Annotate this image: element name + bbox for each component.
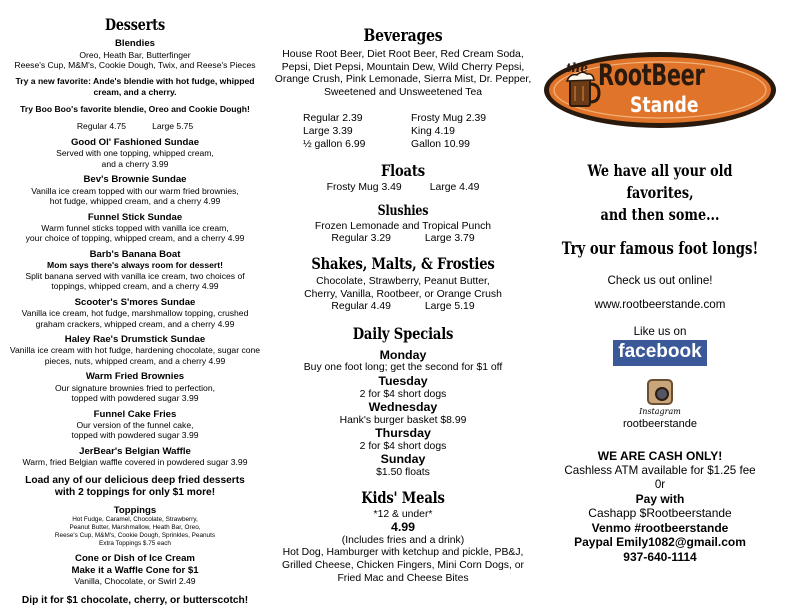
beverage-prices-right bbox=[411, 113, 503, 151]
kids-price: 4.99 bbox=[390, 520, 416, 535]
toppings-title: Toppings bbox=[113, 504, 157, 516]
special-day: Sunday bbox=[380, 452, 426, 467]
dessert-item bbox=[0, 334, 270, 366]
cashapp-handle bbox=[532, 506, 788, 521]
slushies-regular-price: Regular 3.29 bbox=[331, 233, 391, 245]
shakes-line: Chocolate, Strawberry, Peanut Butter, bbox=[316, 275, 490, 287]
floats-title: Floats bbox=[380, 161, 426, 181]
website-link[interactable]: www.rootbeerstande.com bbox=[594, 298, 726, 311]
dessert-item-name: Good Ol' Fashioned Sundae bbox=[70, 136, 200, 148]
cone-title-2: Make it a Waffle Cone for $1 bbox=[71, 564, 199, 576]
kids-title: Kids' Meals bbox=[361, 487, 445, 507]
paypal-handle: Paypal Emily1082@gmail.com bbox=[574, 535, 746, 550]
slushies-prices bbox=[272, 233, 534, 246]
slushies-large-price: Large 3.79 bbox=[424, 233, 475, 245]
shakes-large-price: Large 5.19 bbox=[424, 301, 475, 313]
beverage-price: Gallon 10.99 bbox=[411, 138, 470, 150]
instagram-handle: rootbeerstande bbox=[623, 418, 697, 430]
desserts-title: Desserts bbox=[105, 15, 165, 34]
special-day: Monday bbox=[379, 347, 427, 362]
special-deal: Hank's burger basket $8.99 bbox=[339, 414, 467, 426]
cone-title-1: Cone or Dish of Ice Cream bbox=[75, 553, 195, 565]
instagram-block[interactable] bbox=[532, 379, 788, 431]
special-deal: 2 for $4 short dogs bbox=[359, 440, 447, 452]
phone-number: 937-640-1114 bbox=[623, 549, 697, 564]
dessert-item-name: Scooter's S'mores Sundae bbox=[74, 296, 196, 308]
beverage-prices-left bbox=[303, 113, 411, 151]
payment-info bbox=[532, 449, 788, 565]
logo-main: RootBeer bbox=[598, 58, 705, 92]
blendie-large-price: Large 5.75 bbox=[152, 120, 194, 131]
dessert-item bbox=[0, 212, 270, 244]
special-deal: Buy one foot long; get the second for $1 off bbox=[303, 362, 503, 374]
instagram-label: Instagram bbox=[639, 407, 681, 416]
floats-large-price: Large 4.49 bbox=[429, 182, 480, 194]
like-us: Like us on bbox=[633, 325, 687, 338]
desserts-column bbox=[0, 0, 270, 606]
beverage-price: Regular 2.39 bbox=[303, 113, 363, 125]
dessert-item-line: Warm, fried Belgian waffle covered in powdered sugar 3.99 bbox=[22, 457, 248, 468]
dessert-item-line: pieces, nuts, whipped cream, and a cherry 4.99 bbox=[44, 355, 226, 366]
kids-line: Fried Mac and Cheese Bites bbox=[337, 572, 469, 584]
dessert-item-line: Our signature brownies fried to perfection, bbox=[54, 382, 216, 393]
beverages-line: Sweetened and Unsweetened Tea bbox=[323, 86, 483, 98]
logo-the: the bbox=[566, 61, 588, 75]
dessert-item-name: Bev's Brownie Sundae bbox=[83, 174, 187, 186]
special-deal: 2 for $4 short dogs bbox=[359, 388, 447, 400]
shakes-line: Cherry, Vanilla, Rootbeer, or Orange Crush bbox=[304, 288, 502, 300]
dessert-item-line: your choice of topping, whipped cream, and a cherry 4.99 bbox=[25, 233, 245, 244]
dessert-item-name: Warm Fried Brownies bbox=[85, 371, 185, 383]
dessert-item-name: Barb's Banana Boat bbox=[89, 248, 181, 260]
dessert-item-line: topped with powdered sugar 3.99 bbox=[71, 393, 199, 404]
kids-includes: (Includes fries and a drink) bbox=[341, 534, 465, 546]
special-day: Wednesday bbox=[368, 400, 438, 415]
load-any-2: with 2 toppings for only $1 more! bbox=[54, 487, 216, 499]
dessert-item-line: graham crackers, whipped cream, and a cherry 4.99 bbox=[35, 318, 235, 329]
cash-only: WE ARE CASH ONLY! bbox=[597, 449, 723, 463]
beverage-price: King 4.19 bbox=[411, 125, 455, 137]
dessert-item-name: JerBear's Belgian Waffle bbox=[79, 445, 191, 457]
new-favorite-2: cream, and a cherry. bbox=[93, 86, 177, 97]
slogan bbox=[532, 160, 788, 226]
facebook-logo-icon[interactable]: facebook bbox=[613, 340, 706, 366]
info-column bbox=[532, 0, 788, 565]
dessert-item-line: Vanilla ice cream topped with our warm fried brownies, bbox=[31, 185, 239, 196]
dessert-item-line: topped with powdered sugar 3.99 bbox=[71, 430, 199, 441]
kids-line: Grilled Cheese, Chicken Fingers, Mini Corn Dogs, or bbox=[282, 560, 524, 572]
slushies-title: Slushies bbox=[377, 202, 429, 219]
load-any-1: Load any of our delicious deep fried desserts bbox=[25, 474, 245, 486]
logo-sub: Stande bbox=[630, 93, 699, 117]
cone-desc: Vanilla, Chocolate, or Swirl 2.49 bbox=[74, 576, 196, 587]
dessert-item-name: Haley Rae's Drumstick Sundae bbox=[64, 333, 206, 345]
dessert-item bbox=[0, 174, 270, 206]
beverages-line: House Root Beer, Diet Root Beer, Red Cream Soda, bbox=[282, 49, 524, 60]
dessert-item-line: Vanilla ice cream with hot fudge, hardening chocolate, sugar cone bbox=[9, 345, 261, 356]
dessert-item-line: and a cherry 3.99 bbox=[101, 158, 169, 169]
new-favorite-1: Try a new favorite: Ande's blendie with hot fudge, whipped bbox=[15, 76, 255, 87]
dessert-item-line: Vanilla ice cream, hot fudge, marshmallow topping, crushed bbox=[21, 308, 249, 319]
cashless-atm: Cashless ATM available for $1.25 fee bbox=[564, 463, 756, 477]
special-day: Thursday bbox=[375, 426, 431, 441]
slogan-line: We have all your old favorites, bbox=[587, 161, 733, 202]
boo-boo-favorite: Try Boo Boo's favorite blendie, Oreo and Cookie Dough! bbox=[20, 104, 250, 115]
check-online: Check us out online! bbox=[607, 274, 713, 287]
dessert-item-line: Warm funnel sticks topped with vanilla ice cream, bbox=[41, 223, 229, 234]
floats-prices bbox=[272, 182, 534, 195]
beverage-price: Frosty Mug 2.39 bbox=[411, 113, 487, 125]
dip-it: Dip it for $1 chocolate, cherry, or butterscotch! bbox=[21, 594, 249, 606]
shakes-title: Shakes, Malts, & Frosties bbox=[311, 253, 495, 273]
specials-title: Daily Specials bbox=[352, 323, 454, 343]
blendies-title: Blendies bbox=[115, 38, 155, 49]
pay-with: Pay with bbox=[635, 491, 685, 506]
toppings-line: Peanut Butter, Marshmallow, Heath Bar, Oreo, bbox=[69, 524, 201, 532]
dessert-item-name: Funnel Stick Sundae bbox=[87, 211, 183, 223]
toppings-line: Hot Fudge, Caramel, Chocolate, Strawberry, bbox=[72, 516, 198, 524]
dessert-item-line: Our version of the funnel cake, bbox=[76, 420, 194, 431]
beverages-line: Orange Crush, Pink Lemonade, Sierra Mist, Dr. Pepper, bbox=[274, 74, 532, 86]
slushies-desc: Frozen Lemonade and Tropical Punch bbox=[314, 220, 492, 232]
foot-longs-promo: Try our famous foot longs! bbox=[561, 239, 759, 258]
beverage-price: Large 3.39 bbox=[303, 125, 353, 137]
dessert-item bbox=[0, 371, 270, 403]
beverage-prices bbox=[272, 113, 534, 151]
blendie-prices bbox=[0, 121, 270, 131]
beverage-price: ½ gallon 6.99 bbox=[303, 138, 366, 150]
venmo-handle: Venmo #rootbeerstande bbox=[591, 520, 729, 535]
special-day: Tuesday bbox=[378, 373, 428, 388]
special-deal: $1.50 floats bbox=[376, 467, 430, 479]
dessert-item-line: Split banana served with vanilla ice cream, two choices of bbox=[25, 270, 245, 281]
dessert-item-name: Funnel Cake Fries bbox=[93, 408, 177, 420]
dessert-item bbox=[0, 297, 270, 329]
kids-line: Hot Dog, Hamburger with ketchup and pickle, PB&J, bbox=[282, 547, 524, 559]
dessert-item-line: hot fudge, whipped cream, and a cherry 4.99 bbox=[49, 196, 221, 207]
drinks-column bbox=[272, 0, 534, 585]
dessert-item bbox=[0, 137, 270, 169]
slogan-line: and then some... bbox=[600, 205, 720, 224]
blendie-regular-price: Regular 4.75 bbox=[76, 120, 127, 131]
shakes-regular-price: Regular 4.49 bbox=[331, 301, 391, 313]
blendies-desc-2: Reese's Cup, M&M's, Cookie Dough, Twix, and Reese's Pieces bbox=[14, 59, 256, 70]
dessert-item bbox=[0, 249, 270, 292]
blendies-desc-1: Oreo, Heath Bar, Butterfinger bbox=[79, 49, 191, 60]
instagram-camera-icon bbox=[647, 379, 673, 405]
dessert-item bbox=[0, 446, 270, 468]
toppings-line: Extra Toppings $.75 each bbox=[98, 539, 171, 547]
kids-age: *12 & under* bbox=[373, 508, 433, 520]
cashapp-text: Cashapp $Rootbeerstande bbox=[588, 506, 732, 521]
beverages-line: Pepsi, Diet Pepsi, Mountain Dew, Wild Cherry Pepsi, bbox=[281, 61, 525, 73]
dessert-item-line: Served with one topping, whipped cream, bbox=[56, 148, 214, 159]
dessert-item-line: toppings, whipped cream, and a cherry 4.99 bbox=[51, 281, 219, 292]
dessert-item bbox=[0, 409, 270, 441]
dessert-item-subtitle: Mom says there's always room for dessert! bbox=[47, 260, 223, 271]
toppings-line: Reese's Cup, M&M's, Cookie Dough, Sprinkles, Peanuts bbox=[54, 531, 216, 539]
shakes-prices bbox=[272, 301, 534, 314]
beverages-title: Beverages bbox=[363, 26, 443, 46]
payment-or: 0r bbox=[654, 477, 666, 491]
floats-mug-price: Frosty Mug 3.49 bbox=[326, 182, 402, 194]
root-beer-stande-logo bbox=[542, 50, 778, 130]
